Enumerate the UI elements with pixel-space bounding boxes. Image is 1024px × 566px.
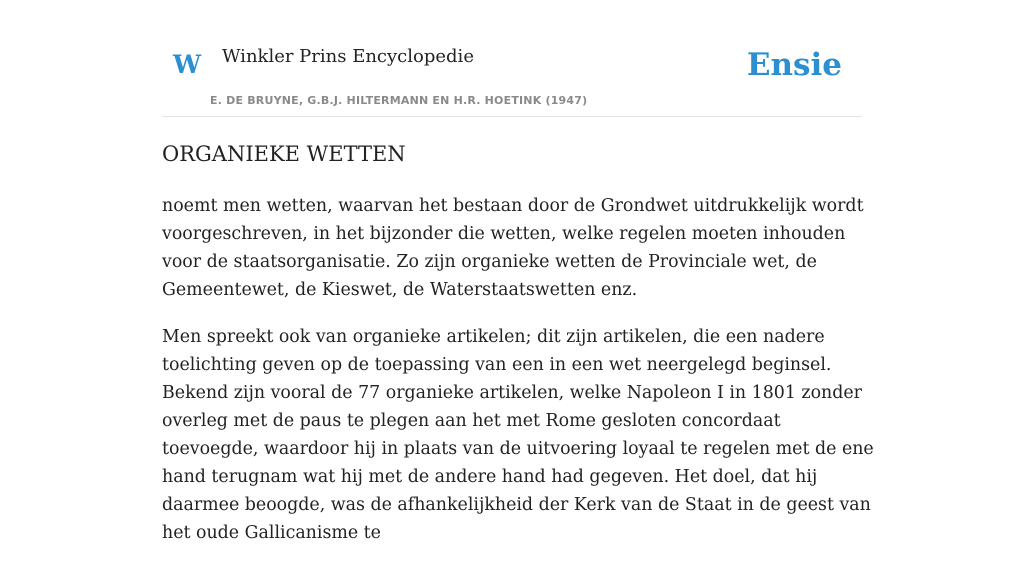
publication-title[interactable]: Winkler Prins Encyclopedie [222, 46, 474, 67]
article-paragraph: Men spreekt ook van organieke artikelen; dit zijn artikelen, die een nadere toelichting geven op de toepassing van een in een wet neergelegd beginsel. Bekend zijn vooral de 77 organieke artikelen, welke Napoleon I in 1801 zonder overleg met de paus te plegen aan het met Rome gesloten concordaat toevoegde, waardoor hij in plaats van de uitvoering loyaal te regelen met de ene hand terugnam wat hij met de andere hand had gegeven. Het doel, dat hij daarmee beoogde, was de afhankelijkheid der Kerk van de Staat in de geest van het oude Gallicanisme te [162, 327, 874, 543]
publication-authors: E. DE BRUYNE, G.B.J. HILTERMANN EN H.R. HOETINK (1947) [210, 94, 588, 107]
article-title: ORGANIEKE WETTEN [162, 142, 406, 166]
publication-logo[interactable]: W [173, 50, 202, 79]
header [162, 0, 862, 117]
article-paragraph: noemt men wetten, waarvan het bestaan door de Grondwet uitdrukkelijk wordt voorgeschreven, in het bijzonder die wetten, welke regelen moeten inhouden voor de staatsorganisatie. Zo zijn organieke wetten de Provinciale wet, de Gemeentewet, de Kieswet, de Waterstaatswetten enz. [162, 196, 864, 300]
page [162, 0, 874, 543]
brand-logo-link[interactable]: Ensie [746, 47, 842, 83]
article-body [162, 192, 874, 566]
